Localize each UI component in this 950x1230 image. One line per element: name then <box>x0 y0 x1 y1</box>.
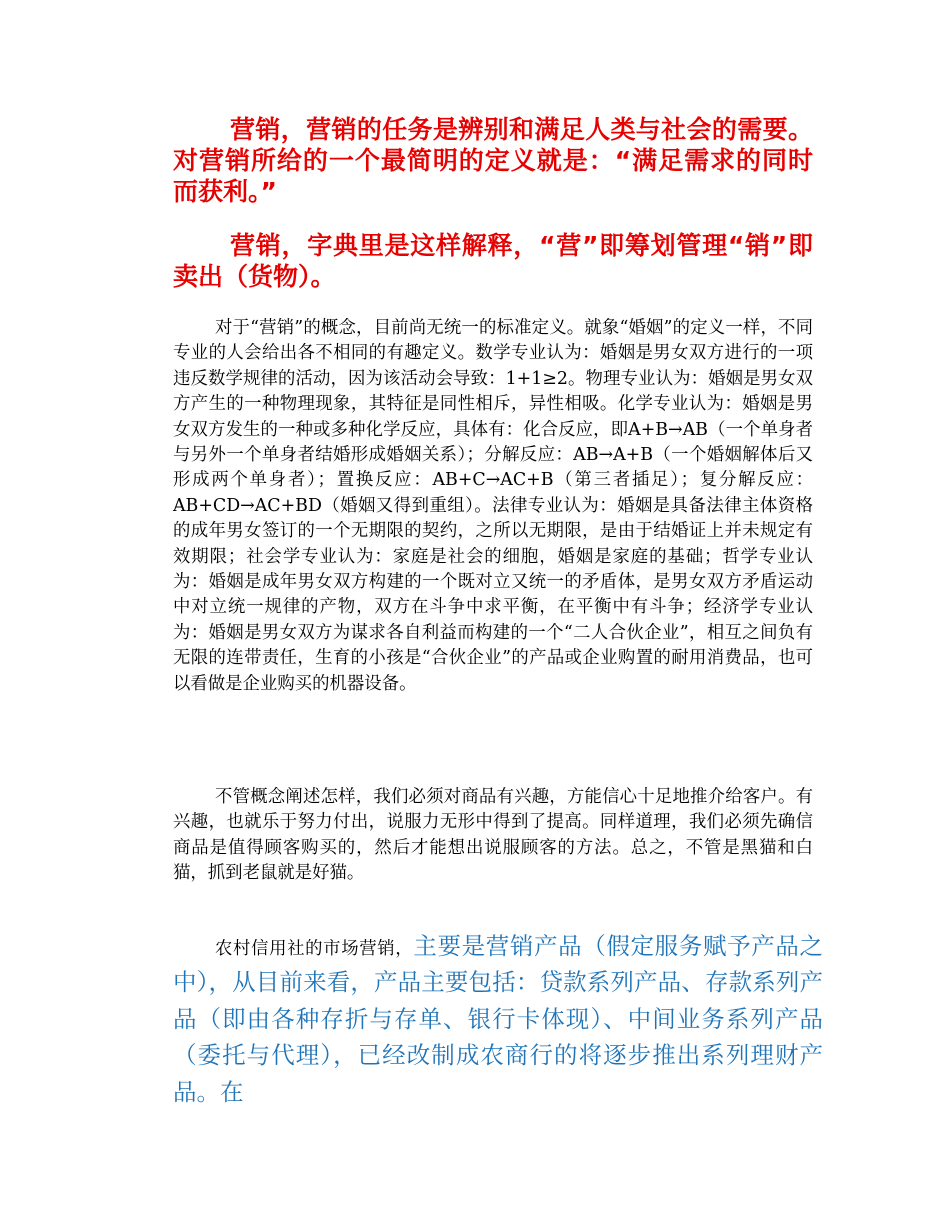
heading-dictionary-definition: 营销，字典里是这样解释，“营”即筹划管理“销”即卖出（货物）。 <box>173 231 813 291</box>
heading-marketing-task: 营销，营销的任务是辨别和满足人类与社会的需要。对营销所给的一个最简明的定义就是：“满足需求的同时而获利。” <box>173 115 813 206</box>
paragraph-lead-text: 农村信用社的市场营销， <box>215 939 414 959</box>
paragraph-marriage-analogy: 对于“营销”的概念，目前尚无统一的标准定义。就象“婚姻”的定义一样，不同专业的人会给出各不相同的有趣定义。数学专业认为：婚姻是男女双方进行的一项违反数学规律的活动，因为该活动会导致：1+1≥2。物理专业认为：婚姻是男女双方产生的一种物理现象，其特征是同性相斥，异性相吸。化学专业认为：婚姻是男女双方发生的一种或多种化学反应，具体有：化合反应，即A+B→AB（一个单身者与另外一个单身者结婚形成婚姻关系）；分解反应：AB→A+B（一个婚姻解体后又形成两个单身者）；置换反应：AB+C→AC+B（第三者插足）；复分解反应：AB+CD→AC+BD（婚姻又得到重组）。法律专业认为：婚姻是具备法律主体资格的成年男女签订的一个无期限的契约，之所以无期限，是由于结婚证上并未规定有效期限；社会学专业认为：家庭是社会的细胞，婚姻是家庭的基础；哲学专业认为：婚姻是成年男女双方构建的一个既对立又统一的矛盾体，是男女双方矛盾运动中对立统一规律的产物，双方在斗争中求平衡，在平衡中有斗争；经济学专业认为：婚姻是男女双方为谋求各自利益而构建的一个“二人合伙企业”，相互之间负有无限的连带责任，生育的小孩是“合伙企业”的产品或企业购置的耐用消费品，也可以看做是企业购买的机器设备。 <box>173 318 813 694</box>
paragraph-rural-credit-marketing <box>173 930 823 1112</box>
paragraph-product-interest: 不管概念阐述怎样，我们必须对商品有兴趣，方能信心十足地推介给客户。有兴趣，也就乐于努力付出，说服力无形中得到了提高。同样道理，我们必须先确信商品是值得顾客购买的，然后才能想出说服顾客的方法。总之，不管是黑猫和白猫，抓到老鼠就是好猫。 <box>173 787 813 884</box>
paragraph-highlight-text: 主要是营销产品（假定服务赋予产品之中），从目前来看，产品主要包括：贷款系列产品、存款系列产品（即由各种存折与存单、银行卡体现）、中间业务系列产品（委托与代理），已经改制成农商行的将逐步推出系列理财产品。在 <box>173 932 823 1106</box>
